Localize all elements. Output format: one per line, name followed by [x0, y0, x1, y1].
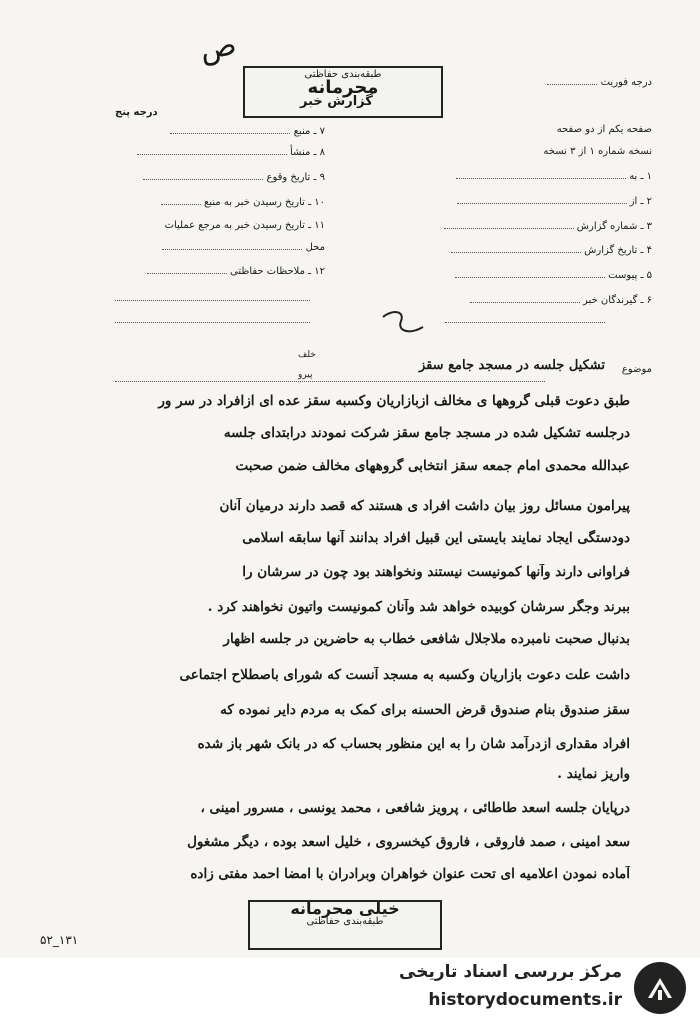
- bottom-stamp-classification: خیلی محرمانه: [290, 899, 400, 918]
- field-ops-receipt-date: ۱۱ ـ تاریخ رسیدن خبر به مرجع عملیات: [164, 220, 325, 231]
- field-report-number: ۳ ـ شماره گزارش: [422, 221, 652, 232]
- body-line: درپایان جلسه اسعد طاطائی ، پرویز شافعی ، محمد یونسی ، مسرور امینی ،: [200, 800, 630, 816]
- field-recipients: ۶ ـ گیرندگان خبر: [422, 295, 652, 306]
- bottom-classification-stamp: [248, 900, 442, 950]
- priority-label: درجه فوریت: [547, 77, 652, 88]
- field-origin: ۸ ـ منشأ: [115, 147, 325, 158]
- field-to: ۱ ـ به: [422, 171, 652, 182]
- document-code: ۵۲_۱۳۱: [40, 933, 79, 947]
- bottom-stamp-label: طبقه‌بندی حفاظتی: [306, 916, 384, 927]
- body-line: فراوانی دارند وآنها کمونیست نیستند ونخواهند بود چون در سرشان را: [242, 564, 630, 580]
- field-attachment: ۵ ـ پیوست: [422, 270, 652, 281]
- field-source: ۷ ـ منبع: [115, 126, 325, 137]
- subject-text: تشکیل جلسه در مسجد جامع سقز: [418, 358, 605, 373]
- field-report-date: ۴ ـ تاریخ گزارش: [422, 245, 652, 256]
- body-line: بدنبال صحبت نامبرده ملاجلال شافعی خطاب به حاضرین در جلسه اظهار: [223, 631, 630, 647]
- archive-logo: [634, 962, 686, 1014]
- book-logo-icon: [634, 962, 686, 1014]
- field-source-receipt-date: ۱۰ ـ تاریخ رسیدن خبر به منبع: [115, 197, 325, 208]
- handwritten-scribble: [375, 305, 435, 345]
- subject-label: موضوع: [621, 364, 652, 375]
- subject-note-top: خلف: [298, 350, 316, 360]
- handwritten-mark: ص: [197, 27, 240, 68]
- recipients-line: [445, 322, 605, 323]
- field-location: محل: [115, 242, 325, 253]
- classification-stamp: [243, 66, 443, 118]
- stamp-classification: محرمانه: [307, 77, 379, 98]
- archive-footer: [0, 958, 700, 1020]
- source-grade: درجه پنج: [115, 107, 158, 118]
- body-line: واریز نمایند .: [557, 766, 630, 782]
- report-type-label: گزارش خبر: [300, 94, 373, 109]
- body-line: افراد مقداری ازدرآمد شان را به این منظور بحساب که در بانک شهر باز شده: [197, 736, 630, 752]
- body-line: سقز صندوق بنام صندوق قرض الحسنه برای کمک به مردم دایر نموده که: [220, 702, 630, 718]
- notes-line-2: [115, 322, 310, 323]
- field-security-notes: ۱۲ ـ ملاحظات حفاظتی: [115, 266, 325, 277]
- body-line: دودستگی ایجاد نمایند بایستی این قبیل افراد بدانند آنها سابقه اسلامی: [242, 530, 630, 546]
- body-line: درجلسه تشکیل شده در مسجد جامع سقز شرکت نمودند درابتدای جلسه: [223, 425, 630, 441]
- subject-line: [115, 381, 545, 382]
- field-from: ۲ ـ از: [422, 196, 652, 207]
- body-line: آماده نمودن اعلامیه ای تحت عنوان خواهران وبرادران با امضا احمد مفتی زاده: [190, 866, 630, 882]
- body-line: داشت علت دعوت بازاریان وکسبه به مسجد آنست که شورای باصطلاح اجتماعی: [179, 667, 630, 683]
- body-line: طبق دعوت قبلی گروهها ی مخالف ازبازاریان وکسبه سقز عده ای ازافراد در سر ور: [158, 393, 630, 409]
- archive-org-name: مرکز بررسی اسناد تاریخی: [399, 962, 622, 982]
- copy-info: نسخه شماره ۱ از ۳ نسخه: [543, 146, 652, 157]
- subject-note-bottom: پیرو: [298, 370, 313, 380]
- field-event-date: ۹ ـ تاریخ وقوع: [115, 172, 325, 183]
- stamp-line1: طبقه‌بندی حفاظتی: [304, 69, 382, 80]
- page-info: صفحه یکم از دو صفحه: [556, 124, 652, 135]
- body-line: ببرند وجگر سرشان کوبیده خواهد شد وآنان کمونیست واتیون نخواهند کرد .: [207, 599, 630, 615]
- body-line: سعد امینی ، صمد فاروقی ، فاروق کیخسروی ، خلیل اسعد بوده ، دیگر مشغول: [187, 834, 630, 850]
- notes-line-1: [115, 300, 310, 301]
- archive-website: historydocuments.ir: [428, 990, 622, 1010]
- body-line: پیرامون مسائل روز بیان داشت افراد ی هستند که قصد دارند درمیان آنان: [219, 498, 630, 514]
- body-line: عبدالله محمدی امام جمعه سقز انتخابی گروههای مخالف ضمن صحبت: [235, 458, 630, 474]
